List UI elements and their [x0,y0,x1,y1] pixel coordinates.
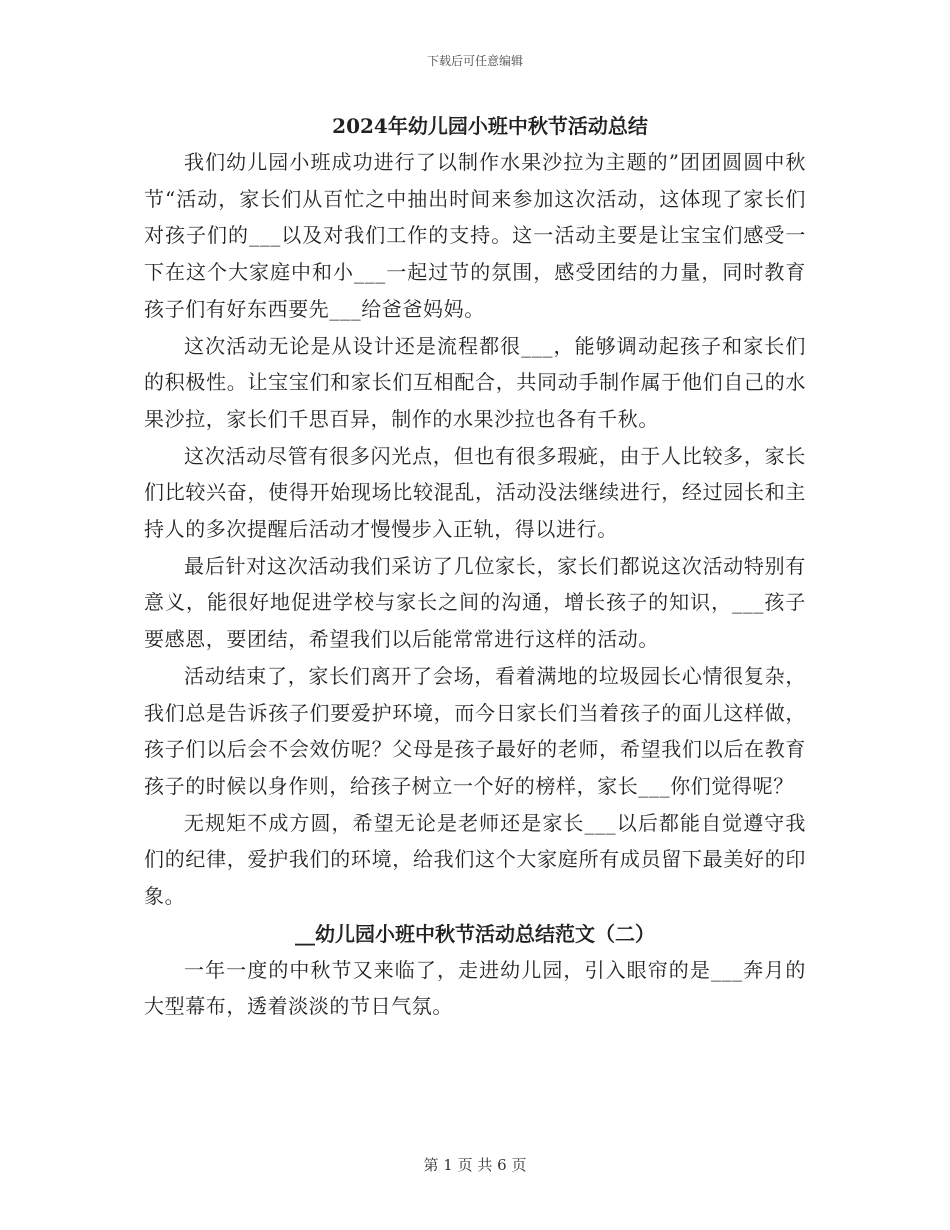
paragraph: 无规矩不成方圆，希望无论是老师还是家长___以后都能自觉遵守我们的纪律，爱护我们的环境，给我们这个大家庭所有成员留下最美好的印象。 [144,810,806,909]
page-number: 第 1 页 共 6 页 [423,1156,527,1174]
paragraph: 一年一度的中秋节又来临了，走进幼儿园，引入眼帘的是___奔月的大型幕布，透着淡淡的节日气氛。 [144,957,806,1019]
section-subtitle: __幼儿园小班中秋节活动总结范文（二） [295,921,655,946]
paragraph: 这次活动尽管有很多闪光点，但也有很多瑕疵，由于人比较多，家长们比较兴奋，使得开始现场比较混乱，活动没法继续进行，经过园长和主持人的多次提醒后活动才慢慢步入正轨，得以进行。 [144,443,806,542]
paragraph: 最后针对这次活动我们采访了几位家长，家长们都说这次活动特别有意义，能很好地促进学校与家长之间的沟通，增长孩子的知识，___孩子要感恩，要团结，希望我们以后能常常进行这样的活动。 [144,553,806,652]
paragraph: 活动结束了，家长们离开了会场，看着满地的垃圾园长心情很复杂，我们总是告诉孩子们要爱护环境，而今日家长们当着孩子的面儿这样做，孩子们以后会不会效仿呢？父母是孩子最好的老师，希望我们以后在教育孩子的时候以身作则，给孩子树立一个好的榜样，家长___你们觉得呢？ [144,663,806,798]
document-body [144,108,806,1025]
paragraph: 这次活动无论是从设计还是流程都很___，能够调动起孩子和家长们的积极性。让宝宝们和家长们互相配合，共同动手制作属于他们自己的水果沙拉，家长们千思百异，制作的水果沙拉也各有千秋。 [144,333,806,431]
document-title: 2024年幼儿园小班中秋节活动总结 [332,114,648,138]
paragraph: 我们幼儿园小班成功进行了以制作水果沙拉为主题的”团团圆圆中秋节“活动，家长们从百忙之中抽出时间来参加这次活动，这体现了家长们对孩子们的___以及对我们工作的支持。这一活动主要是让宝宝们感受一下在这个大家庭中和小___一起过节的氛围，感受团结的力量，同时教育孩子们有好东西要先___给爸爸妈妈。 [144,150,806,321]
page-header: 下载后可任意编辑 [426,54,523,68]
